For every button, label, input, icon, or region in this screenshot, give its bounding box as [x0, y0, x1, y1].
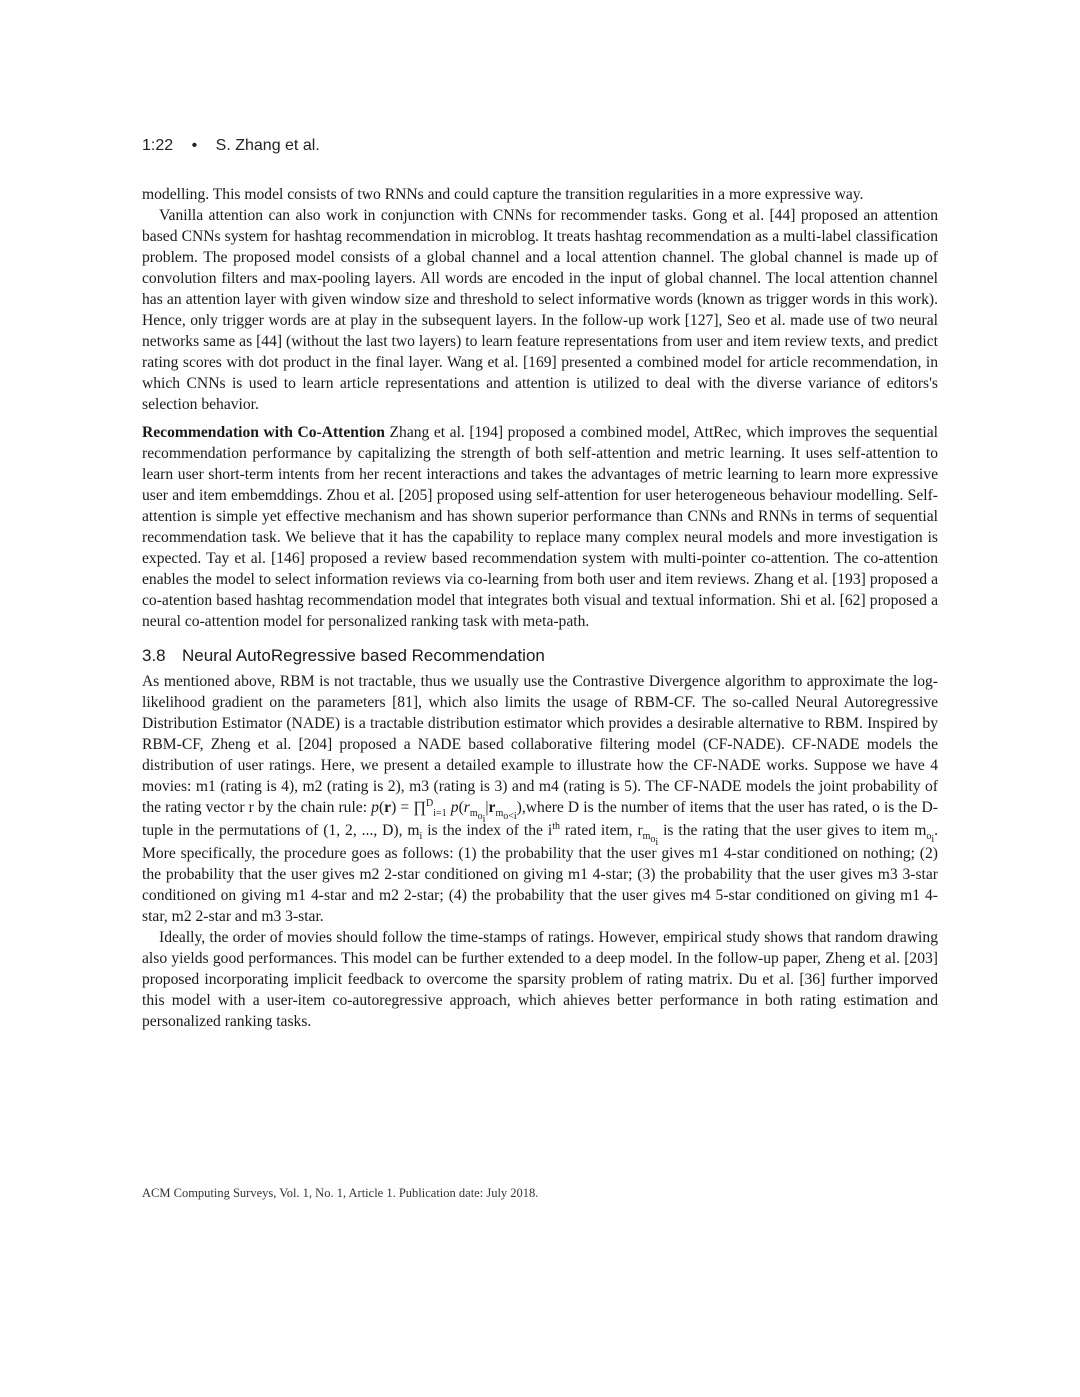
chain-rule-formula: p	[371, 799, 379, 816]
section-number: 3.8	[142, 646, 166, 665]
paragraph-5: Ideally, the order of movies should follow the time-stamps of ratings. However, empirical study shows that random drawing also yields good performances. This model can be further extended to a deep model. In the follow-up paper, Zheng et al. [203] proposed incorporating implicit feedback to overcome the sparsity problem of rating matrix. Du et al. [36] further imporved this model with a user-item co-autoregressive approach, which ahieves better performance in both rating estimation and personalized ranking tasks.	[142, 929, 938, 1031]
page-footer: ACM Computing Surveys, Vol. 1, No. 1, Article 1. Publication date: July 2018.	[142, 1186, 539, 1200]
paragraph-nade-part-e: is the rating that the user gives to item m	[658, 822, 927, 840]
running-header	[142, 137, 320, 155]
main-text	[142, 184, 938, 1032]
paragraph-nade-part-c: is the index of the i	[422, 822, 553, 840]
section-title: Neural AutoRegressive based Recommendation	[182, 646, 545, 665]
paragraph-1: modelling. This model consists of two RNNs and could capture the transition regularities in a more expressive way.	[142, 186, 864, 203]
section-heading	[142, 644, 938, 668]
paragraph-nade-part-a: As mentioned above, RBM is not tractable, thus we usually use the Contrastive Divergence algorithm to approximate the log-likelihood gradient on the parameters [81], which also limits the usage of RBM-CF. The so-called Neural Autoregressive Distribution Estimator (NADE) is a tractable distribution estimator which provides a desirable alternative to RBM. Inspired by RBM-CF, Zheng et al. [204] proposed a NADE based collaborative filtering model (CF-NADE). CF-NADE models the distribution of user ratings. Here, we present a detailed example to illustrate how the CF-NADE works. Suppose we have 4 movies: m1 (rating is 4), m2 (rating is 2), m3 (rating is 3) and m4 (rating is 5). The CF-NADE models the joint probability of the rating vector r by the chain rule:	[142, 673, 938, 816]
header-separator: •	[191, 137, 198, 154]
paragraph-2: Vanilla attention can also work in conjunction with CNNs for recommender tasks. Gong et al. [44] proposed an attention based CNNs system for hashtag recommendation in microblog. It treats hashtag recommendation as a multi-label classification problem. The proposed model consists of a global channel and a local attention channel. The global channel is made up of convolution filters and max-pooling layers. All words are encoded in the input of global channel. The local attention channel has an attention layer with given window size and threshold to select informative words (known as trigger words in this work). Hence, only trigger words are at play in the subsequent layers. In the follow-up work [127], Seo et al. made use of two neural networks same as [44] (without the last two layers) to learn feature representations from user and item review texts, and predict rating scores with dot product in the final layer. Wang et al. [169] presented a combined model for article recommendation, in which CNNs is used to learn article representations and attention is utilized to deal with the diverse variance of editors's selection behavior.	[142, 207, 938, 413]
header-authors: S. Zhang et al.	[215, 137, 320, 154]
page-number: 1:22	[142, 137, 174, 154]
paragraph-nade-part-b: ,where D is the number of items that the user has rated, o is the D-tuple in the permutations of (1, 2, ..., D), m	[142, 799, 938, 840]
paragraph-nade-part-d: rated item, r	[559, 822, 643, 840]
paragraph-co-attention	[142, 422, 938, 632]
paragraph-co-attention-text: Zhang et al. [194] proposed a combined model, AttRec, which improves the sequential recommendation performance by capitalizing the strength of both self-attention and metric learning. It uses self-attention to learn user short-term intents from her recent interactions and takes the advantages of metric learning to learn more expressive user and item embemddings. Zhou et al. [205] proposed using self-attention for user heterogeneous behaviour modelling. Self-attention is simple yet effective mechanism and has shown superior performance than CNNs and RNNs in terms of sequential recommendation task. We believe that it has the capability to replace many complex neural models and more investigation is expected. Tay et al. [146] proposed a review based recommendation system with multi-pointer co-attention. The co-attention enables the model to select information reviews via co-learning from both user and item reviews. Zhang et al. [193] proposed a co-atention based hashtag recommendation model that integrates both visual and textual information. Shi et al. [62] proposed a neural co-attention model for personalized ranking task with meta-path.	[142, 424, 938, 630]
paragraph-nade-part-f: . More specifically, the procedure goes as follows: (1) the probability that the user gives m1 4-star conditioned on nothing; (2) the probability that the user gives m2 2-star conditioned on giving m1 4-star; (3) the probability that the user gives m3 3-star conditioned on giving m1 4-star and m2 2-star; (4) the probability that the user gives m4 5-star conditioned on giving m1 4-star, m2 2-star and m3 3-star.	[142, 822, 939, 926]
run-in-heading: Recommendation with Co-Attention	[142, 424, 385, 441]
paragraph-nade: As mentioned above, RBM is not tractable, thus we usually use the Contrastive Divergence algorithm to approximate the log-likelihood gradient on the parameters [81], which also limits the usage of RBM-CF. The so-called Neural Autoregressive Distribution Estimator (NADE) is a tractable distribution estimator which provides a desirable alternative to RBM. Inspired by RBM-CF, Zheng et al. [204] proposed a NADE based collaborative filtering model (CF-NADE). CF-NADE models the distribution of user ratings. Here, we present a detailed example to illustrate how the CF-NADE works. Suppose we have 4 movies: m1 (rating is 4), m2 (rating is 2), m3 (rating is 3) and m4 (rating is 5). The CF-NADE models the joint probability of the rating vector r by the chain rule: p(r) = ∏$^D_{i=1}$ $p(r_{m_{o_i}}|r_{m_{o<i}}),where$ D is the number of items that the user has rated, o is the D-tuple in the permutations of (1, 2, ..., D), $m_i$ is the index of the $i^{th}$ rated item, $r_{m_{o_i}}$ is the rating that the user gives to item $m_{o_i}$. More specifically, the procedure goes as follows: (1) the probability that the user gives m1 4-star conditioned on nothing; (2) the probability that the user gives m2 2-star conditioned on giving m1 4-star; (3) the probability that the user gives m3 3-star conditioned on giving m1 4-star and m2 2-star; (4) the probability that the user gives m4 5-star conditioned on giving m1 4-star, m2 2-star and m3 3-star.	[142, 673, 939, 926]
